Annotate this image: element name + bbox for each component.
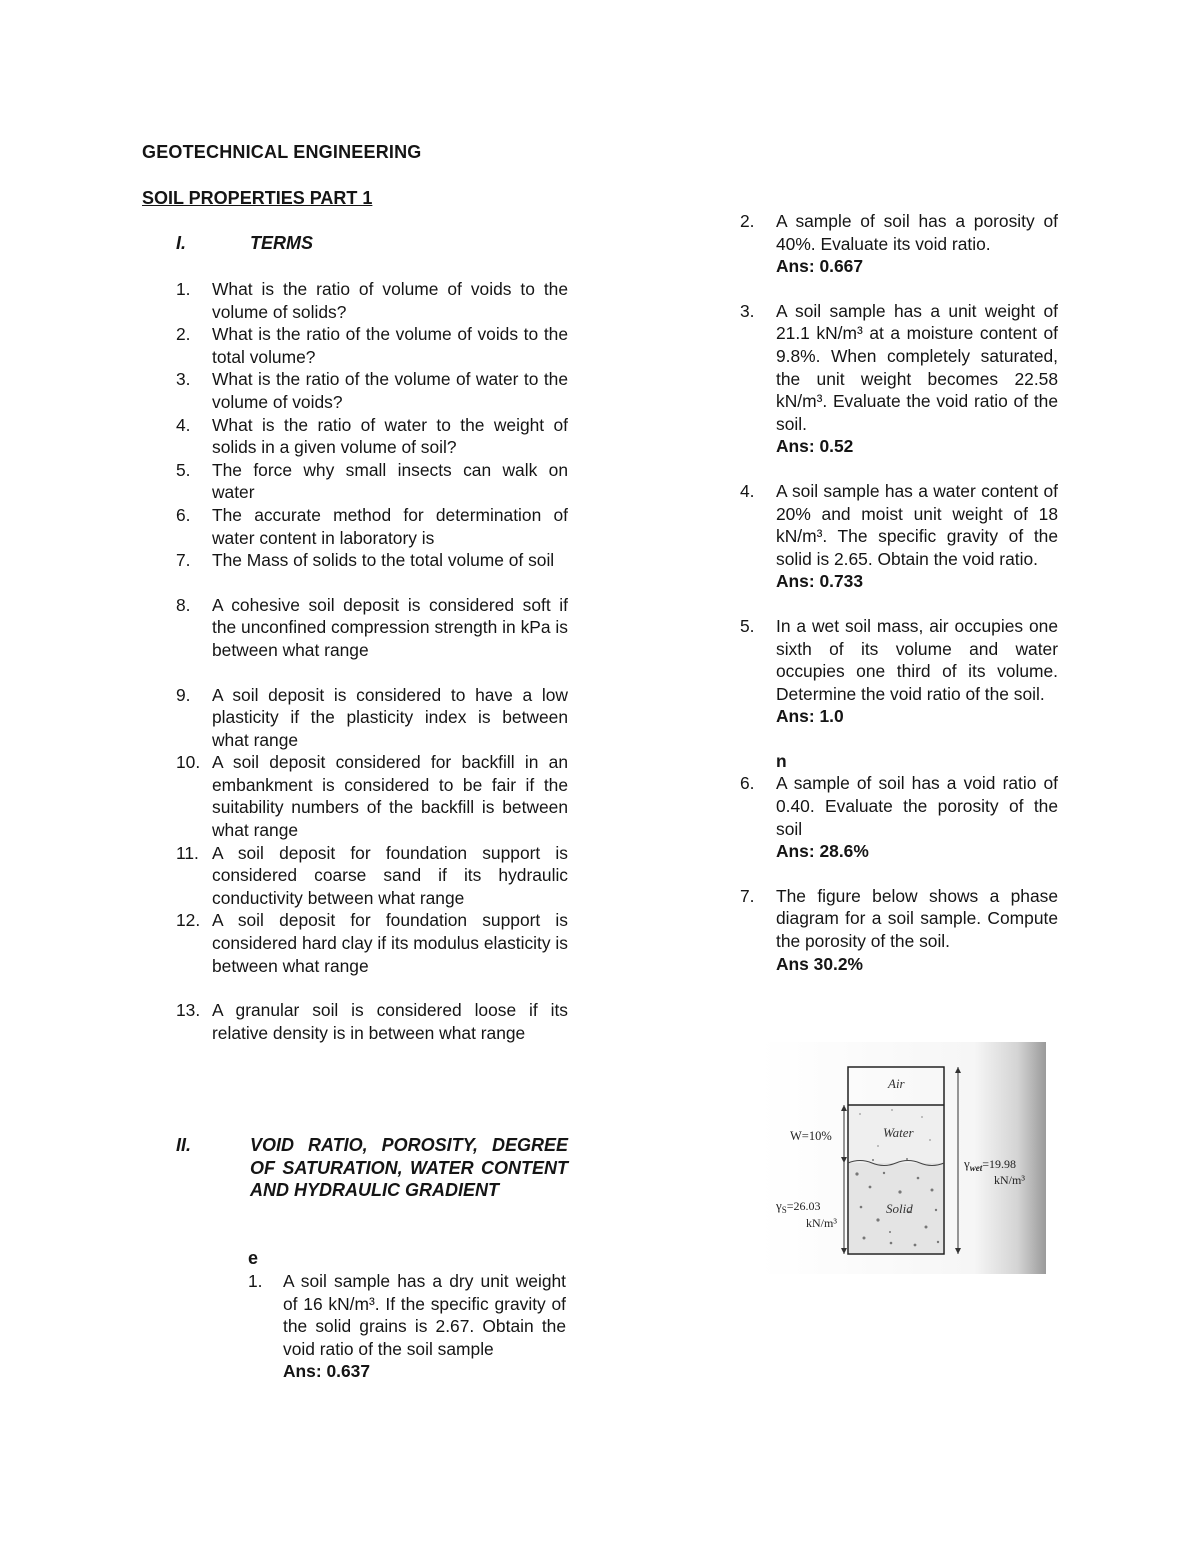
phase-diagram-svg xyxy=(760,1042,1046,1274)
answer: Ans 30.2% xyxy=(776,953,863,974)
stray-letter-n-row xyxy=(740,750,1058,773)
gamma-wet-label: $\gamma_{wet}=19.98$ xyxy=(964,1156,1017,1173)
water-content-label: W=10% xyxy=(790,1129,832,1143)
section-2-title: VOID RATIO, POROSITY, DEGREE OF SATURATION, WATER CONTENT AND HYDRAULIC GRADIENT xyxy=(250,1135,568,1201)
gamma-s-label: $\gamma_S=26.03$ xyxy=(776,1198,821,1215)
list-item: 13. A granular soil is considered loose if its relative density is in between what range xyxy=(176,1000,568,1043)
gamma-wet-unit: kN/m³ xyxy=(994,1173,1025,1187)
answer: Ans: 0.52 xyxy=(776,436,854,457)
list-item: 8. A cohesive soil deposit is considered soft if the unconfined compression strength in kPa is between what range xyxy=(176,594,568,660)
problem-item: 7. The figure below shows a phase diagram for a soil sample. Compute the porosity of the soil. Ans 30.2% xyxy=(740,885,1058,974)
answer: Ans: 1.0 xyxy=(776,706,844,727)
problem-item: 3. A soil sample has a unit weight of 21.1 kN/m³ at a moisture content of 9.8%. When completely saturated, the unit weight becomes 22.58 kN/m³. Evaluate the void ratio of the soil. Ans: 0.52 xyxy=(740,300,1058,457)
list-item: 5. The force why small insects can walk on water xyxy=(176,459,568,503)
stray-letter-n: n xyxy=(776,750,787,771)
list-item: 9. A soil deposit is considered to have a low plasticity if the plasticity index is between what range xyxy=(176,684,568,750)
problem-item: 1. A soil sample has a dry unit weight of 16 kN/m³. If the specific gravity of the solid grains is 2.67. Obtain the void ratio of the soil sample Ans: 0.637 xyxy=(248,1271,566,1382)
list-item: 11. A soil deposit for foundation support is considered coarse sand if its hydraulic conductivity between what range xyxy=(176,842,568,908)
section-1-numeral: I. xyxy=(176,233,187,253)
problem-list-left xyxy=(248,1270,566,1383)
gamma-s-unit: kN/m³ xyxy=(806,1216,837,1230)
list-item: 1. What is the ratio of volume of voids to the volume of solids? xyxy=(176,279,568,322)
terms-list xyxy=(176,278,568,1044)
stray-letter-e: e xyxy=(248,1248,259,1268)
answer: Ans: 28.6% xyxy=(776,841,869,862)
air-label: Air xyxy=(888,1076,905,1091)
problem-list-right xyxy=(740,210,1058,975)
phase-diagram-figure xyxy=(760,1042,1046,1274)
problem-item: 5. In a wet soil mass, air occupies one sixth of its volume and water occupies one third of its volume. Determine the void ratio of the soil. Ans: 1.0 xyxy=(740,615,1058,727)
list-item: 7. The Mass of solids to the total volume of soil xyxy=(176,550,555,571)
water-label: Water xyxy=(883,1125,914,1140)
section-2-numeral: II. xyxy=(176,1135,192,1155)
list-item: 3. What is the ratio of the volume of water to the volume of voids? xyxy=(176,369,568,412)
section-2-heading xyxy=(176,1134,568,1226)
section-1-title: TERMS xyxy=(250,233,313,253)
problem-item: 2. A sample of soil has a porosity of 40%. Evaluate its void ratio. Ans: 0.667 xyxy=(740,211,1058,277)
answer: Ans: 0.667 xyxy=(776,256,863,277)
part-title: SOIL PROPERTIES PART 1 xyxy=(142,188,373,208)
section-1-heading xyxy=(176,232,576,256)
document-title: GEOTECHNICAL ENGINEERING xyxy=(142,142,422,162)
list-item: 12. A soil deposit for foundation support is considered hard clay if its modulus elasticity is between what range xyxy=(176,910,568,976)
list-item: 10. A soil deposit considered for backfill in an embankment is considered to be fair if the suitability numbers of the backfill is between what range xyxy=(176,752,568,841)
list-item: 2. What is the ratio of the volume of voids to the total volume? xyxy=(176,324,568,367)
problem-item: 4. A soil sample has a water content of 20% and moist unit weight of 18 kN/m³. The specific gravity of the solid is 2.65. Obtain the void ratio. Ans: 0.733 xyxy=(740,480,1058,592)
solid-label: Solid xyxy=(886,1201,913,1216)
answer: Ans: 0.637 xyxy=(283,1361,370,1382)
problem-item: 6. A sample of soil has a void ratio of 0.40. Evaluate the porosity of the soil Ans: 28.6% xyxy=(740,773,1058,862)
list-item: 6. The accurate method for determination of water content in laboratory is xyxy=(176,504,568,548)
answer: Ans: 0.733 xyxy=(776,571,863,592)
list-item: 4. What is the ratio of water to the weight of solids in a given volume of soil? xyxy=(176,414,568,458)
